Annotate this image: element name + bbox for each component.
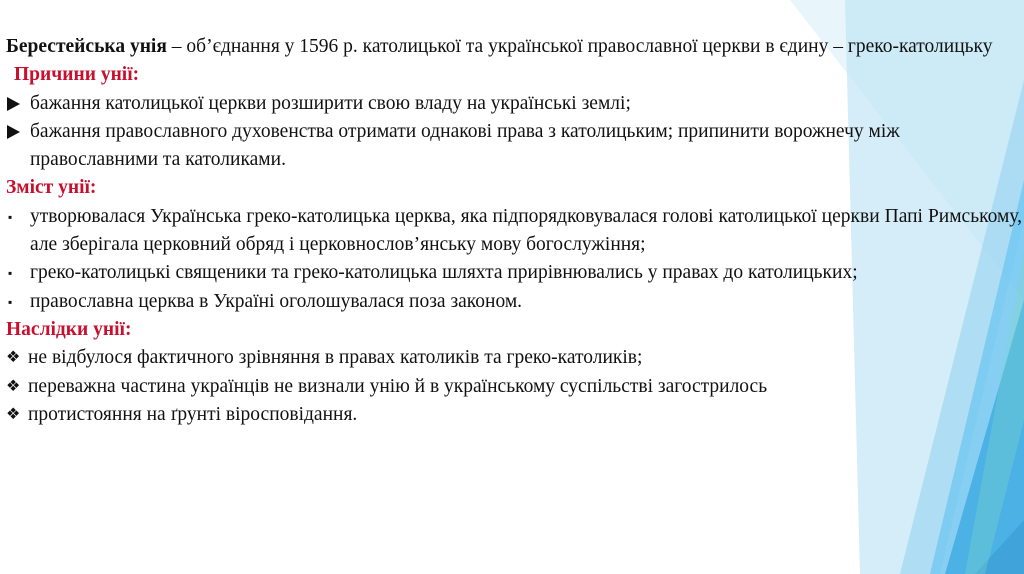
union-definition: – об’єднання у 1596 р. католицької та української православної церкви в єдину – греко-католицьку: [166, 36, 993, 57]
square-bullet-icon: ▪: [8, 266, 13, 281]
list-item: [6, 118, 1022, 175]
square-bullet-icon: ▪: [8, 209, 13, 224]
slide-body: [6, 33, 1022, 429]
intro-paragraph: [6, 33, 1022, 61]
content-text: православна церква в Україні оголошувалася поза законом.: [30, 290, 523, 312]
consequence-text: протистояння на ґрунті віросповідання.: [28, 403, 358, 425]
cause-text: бажання католицької церкви розширити свою владу на українські землі;: [30, 92, 631, 114]
consequence-text: переважна частина українців не визнали унію й в українському суспільстві загострилось: [28, 375, 768, 397]
cause-text: бажання православного духовенства отримати однакові права з католицьким; припинити ворожнечу між православними та католиками.: [30, 120, 900, 171]
list-item: [6, 259, 1022, 287]
content-heading: Зміст унії:: [6, 177, 97, 199]
diamond-bullet-icon: ❖: [6, 349, 21, 367]
content-text: греко-католицькі священики та греко-католицька шляхта прирівнювались у правах до католицьких;: [30, 262, 858, 284]
list-item: [6, 90, 1022, 118]
list-item: [6, 344, 1022, 372]
diamond-bullet-icon: ❖: [6, 405, 21, 423]
consequence-text: не відбулося фактичного зрівняння в правах католиків та греко-католиків;: [28, 347, 643, 369]
list-item: [6, 373, 1022, 401]
list-item: [6, 401, 1022, 429]
diamond-bullet-icon: ❖: [6, 377, 21, 395]
causes-heading: Причини унії:: [14, 64, 140, 86]
consequences-heading: Наслідки унії:: [6, 318, 132, 340]
list-item: [6, 288, 1022, 316]
right-triangle-icon: [7, 97, 20, 111]
list-item: [6, 203, 1022, 260]
union-term: Берестейська унія: [6, 36, 167, 57]
right-triangle-icon: [7, 125, 20, 139]
square-bullet-icon: ▪: [8, 294, 13, 309]
content-text: утворювалася Українська греко-католицька церква, яка підпорядковувалася голові католицької церкви Папі Римському, але зберігала церковний обряд і церковнослов’янську мову богослужіння;: [30, 205, 1022, 256]
